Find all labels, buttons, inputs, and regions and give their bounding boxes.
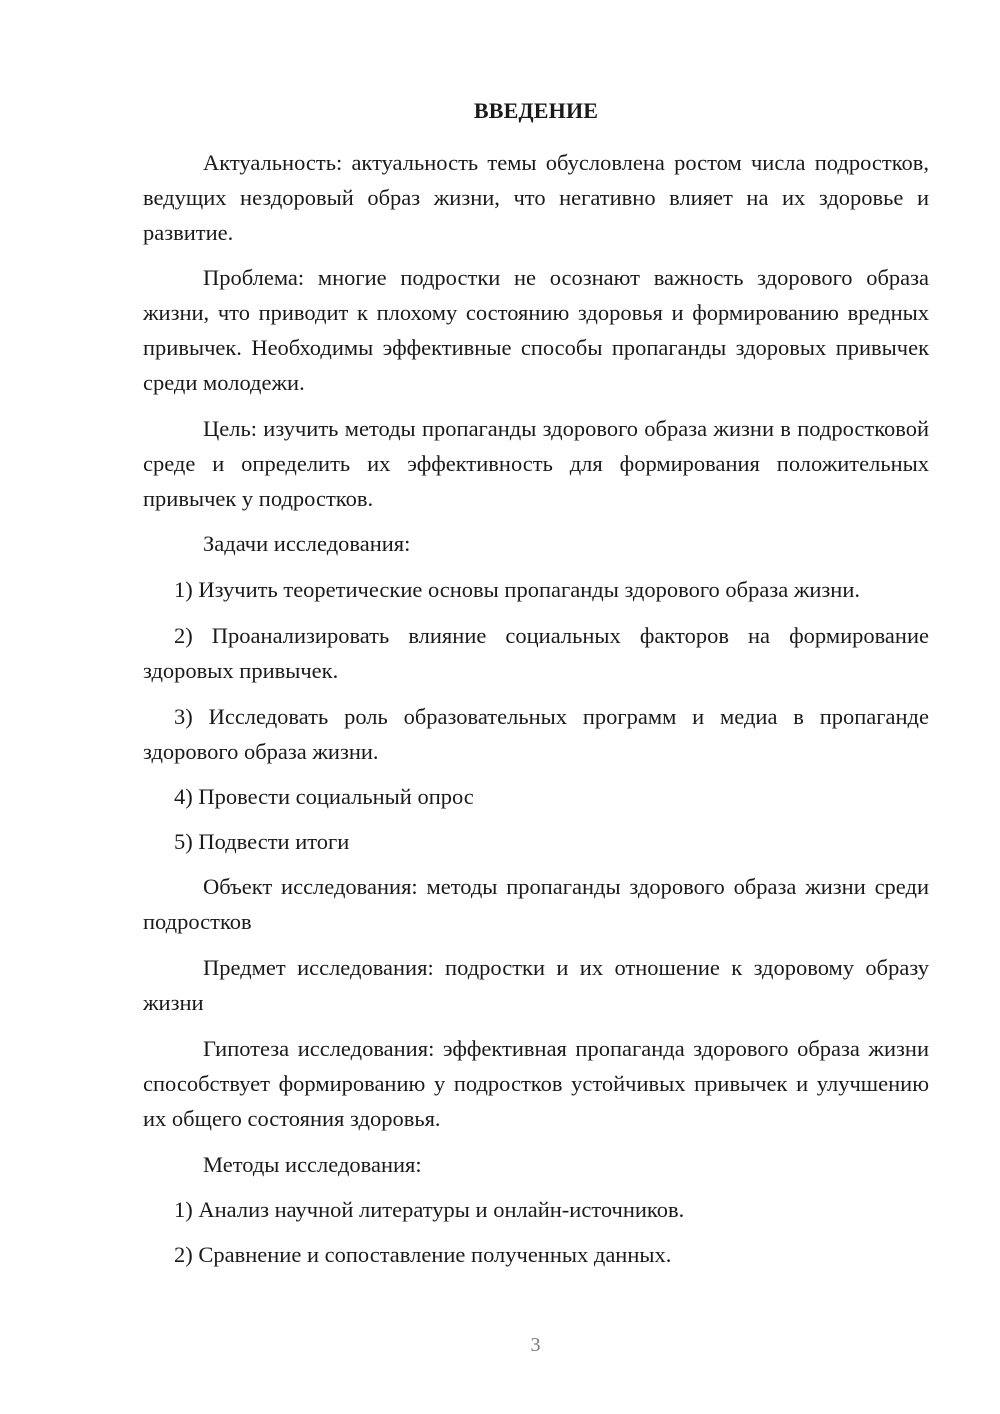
list-item-method-1: 1) Анализ научной литературы и онлайн-источников. — [174, 1197, 685, 1222]
list-item-task-3: 3) Исследовать роль образовательных программ и медиа в пропаганде здорового образа жизни. — [143, 704, 929, 764]
paragraph-object: Объект исследования: методы пропаганды здорового образа жизни среди подростков — [143, 874, 929, 934]
paragraph-subject: Предмет исследования: подростки и их отношение к здоровому образу жизни — [143, 955, 929, 1015]
list-item-task-2: 2) Проанализировать влияние социальных факторов на формирование здоровых привычек. — [143, 623, 929, 683]
paragraph-goal: Цель: изучить методы пропаганды здорового образа жизни в подростковой среде и определить их эффективность для формирования положительных привычек у подростков. — [143, 416, 929, 511]
document-title: ВВЕДЕНИЕ — [473, 98, 599, 123]
paragraph-methods-heading: Методы исследования: — [203, 1152, 422, 1177]
list-item-task-1: 1) Изучить теоретические основы пропаганды здорового образа жизни. — [174, 577, 860, 602]
paragraph-hypothesis: Гипотеза исследования: эффективная пропаганда здорового образа жизни способствует формированию у подростков устойчивых привычек и улучшению их общего состояния здоровья. — [143, 1036, 929, 1131]
page-number: 3 — [530, 1334, 541, 1356]
list-item-task-5: 5) Подвести итоги — [174, 829, 350, 854]
list-item-method-2: 2) Сравнение и сопоставление полученных данных. — [174, 1242, 672, 1267]
paragraph-tasks-heading: Задачи исследования: — [203, 531, 411, 556]
list-item-task-4: 4) Провести социальный опрос — [174, 784, 474, 809]
page-content — [143, 96, 929, 1272]
paragraph-problem: Проблема: многие подростки не осознают важность здорового образа жизни, что приводит к плохому состоянию здоровья и формированию вредных привычек. Необходимы эффективные способы пропаганды здоровых привычек среди молодежи. — [143, 265, 929, 395]
paragraph-relevance: Актуальность: актуальность темы обусловлена ростом числа подростков, ведущих нездоровый образ жизни, что негативно влияет на их здоровье и развитие. — [143, 150, 929, 245]
